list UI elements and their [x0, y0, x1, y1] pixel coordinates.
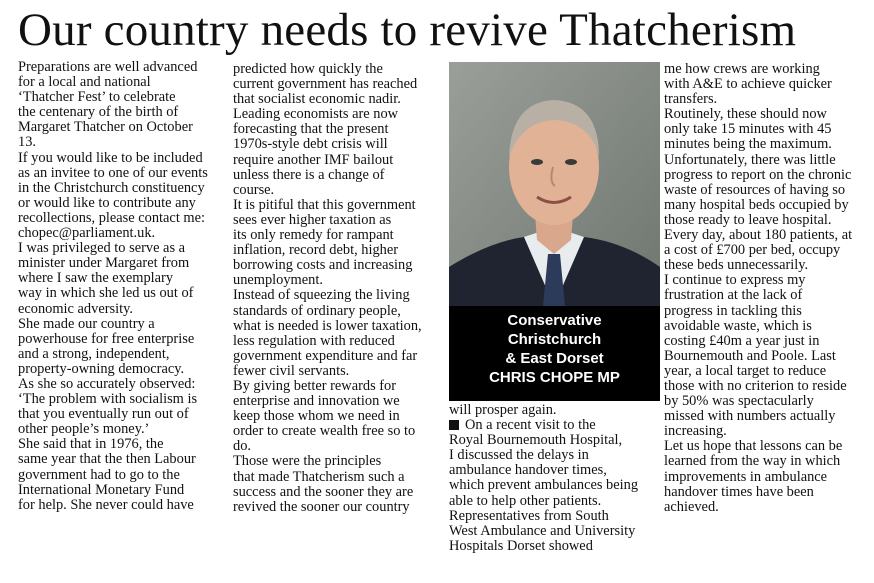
text-line: West Ambulance and University [449, 522, 636, 539]
text-line: She said that in 1976, the [18, 436, 164, 453]
text-line: minutes being the maximum. [664, 136, 832, 153]
text-line: It is pitiful that this government [233, 196, 416, 213]
text-line: forecasting that the present [233, 121, 389, 138]
text-line: I continue to express my [664, 272, 806, 289]
text-line: unemployment. [233, 272, 323, 289]
text-line: minister under Margaret from [18, 255, 190, 272]
text-line: improvements in ambulance [664, 468, 828, 485]
text-line: 1970s-style debt crisis will [233, 136, 388, 153]
text-line: other people’s money.’ [18, 421, 150, 438]
caption-constituency-1: Christchurch [507, 331, 602, 348]
text-line: waste of resources of having so [664, 181, 846, 198]
text-line: me how crews are working [664, 61, 820, 77]
text-line: chopec@parliament.uk. [18, 225, 156, 242]
text-line: keep those whom we need in [233, 408, 400, 425]
text-line: Royal Bournemouth Hospital, [449, 432, 623, 449]
text-line: increasing. [664, 423, 727, 440]
article-column-3 [449, 403, 664, 554]
text-line: Routinely, these should now [664, 106, 827, 123]
text-line: course. [233, 181, 275, 198]
text-line: unless there is a change of [233, 166, 385, 183]
text-line: the centenary of the birth of [18, 104, 179, 121]
text-line: recollections, please contact me: [18, 209, 205, 226]
square-bullet-icon [449, 420, 459, 430]
text-line: learned from the way in which [664, 453, 841, 470]
text-line: require another IMF bailout [233, 151, 394, 168]
text-line: government had to go to the [18, 466, 180, 483]
text-line-content: On a recent visit to the [465, 417, 596, 434]
text-line: by 50% was spectacularly [664, 393, 814, 410]
text-line: predicted how quickly the [233, 61, 383, 77]
text-line: order to create wealth free so to [233, 423, 416, 440]
text-line: progress in tackling this [664, 302, 802, 319]
author-photo [449, 62, 660, 306]
caption-constituency-2: & East Dorset [505, 350, 604, 367]
text-line: these beds unnecessarily. [664, 257, 809, 274]
text-line: its only remedy for rampant [233, 227, 394, 244]
text-line: will prosper again. [449, 402, 557, 418]
text-line: that made Thatcherism such a [233, 468, 405, 485]
article-column-2 [233, 62, 443, 515]
text-line: in the Christchurch constituency [18, 179, 205, 196]
author-caption [449, 306, 660, 401]
text-line: property-owning democracy. [18, 360, 185, 377]
text-line: transfers. [664, 91, 718, 108]
text-line: Unfortunately, there was little [664, 151, 836, 168]
text-line: costing £40m a year just in [664, 332, 820, 349]
text-line: revived the sooner our country [233, 498, 410, 515]
article-column-1 [18, 60, 228, 513]
text-line: government expenditure and far [233, 347, 418, 364]
text-line: She made our country a [18, 315, 155, 332]
text-line: ambulance handover times, [449, 462, 607, 479]
text-line: ‘Thatcher Fest’ to celebrate [18, 89, 176, 106]
text-line: handover times have been [664, 483, 814, 500]
headline: Our country needs to revive Thatcherism [18, 4, 797, 56]
text-line: Those were the principles [233, 453, 382, 470]
text-line: success and the sooner they are [233, 483, 414, 500]
text-line: As she so accurately observed: [18, 375, 196, 392]
text-line: 13. [18, 134, 36, 151]
text-line: what is needed is lower taxation, [233, 317, 422, 334]
caption-party: Conservative [507, 312, 602, 329]
text-line: I was privileged to serve as a [18, 240, 186, 257]
text-line: If you would like to be included [18, 149, 203, 166]
text-line: frustration at the lack of [664, 287, 803, 304]
text-line [449, 418, 664, 433]
text-line: sees ever higher taxation as [233, 211, 392, 228]
text-line: those ready to leave hospital. [664, 211, 832, 228]
text-line: where I saw the exemplary [18, 270, 174, 287]
text-line: do. [233, 438, 251, 455]
text-line: Every day, about 180 patients, at [664, 227, 853, 244]
text-line: able to help other patients. [449, 492, 602, 509]
text-line: Let us hope that lessons can be [664, 438, 843, 455]
text-line: as an invitee to one of our events [18, 164, 208, 181]
caption-author: CHRIS CHOPE MP [489, 369, 620, 386]
author-portrait-image [449, 62, 660, 306]
text-line: fewer civil servants. [233, 362, 350, 379]
text-line: standards of ordinary people, [233, 302, 401, 319]
text-line: current government has reached [233, 76, 418, 93]
text-line: International Monetary Fund [18, 481, 185, 498]
text-line: ‘The problem with socialism is [18, 391, 198, 408]
text-line: By giving better rewards for [233, 377, 397, 394]
text-line: which prevent ambulances being [449, 477, 639, 494]
text-line: Preparations are well advanced [18, 59, 198, 75]
text-line: that socialist economic nadir. [233, 91, 401, 108]
text-line: borrowing costs and increasing [233, 257, 413, 274]
text-line: way in which she led us out of [18, 285, 194, 302]
text-line: with A&E to achieve quicker [664, 76, 832, 93]
text-line: enterprise and innovation we [233, 393, 400, 410]
text-line: same year that the then Labour [18, 451, 196, 468]
text-line: for help. She never could have [18, 496, 194, 513]
text-line: Instead of squeezing the living [233, 287, 410, 304]
text-line: Leading economists are now [233, 106, 399, 123]
text-line: achieved. [664, 498, 719, 515]
text-line: Bournemouth and Poole. Last [664, 347, 836, 364]
text-line: many hospital beds occupied by [664, 196, 849, 213]
text-line: economic adversity. [18, 300, 133, 317]
text-line: Margaret Thatcher on October [18, 119, 193, 136]
text-line: inflation, record debt, higher [233, 242, 399, 259]
text-line: a cost of £700 per bed, occupy [664, 242, 841, 259]
text-line: less regulation with reduced [233, 332, 395, 349]
text-line: avoidable waste, which is [664, 317, 812, 334]
text-line: Representatives from South [449, 507, 609, 524]
text-line: progress to report on the chronic [664, 166, 852, 183]
text-line: only take 15 minutes with 45 [664, 121, 832, 138]
text-line: and a strong, independent, [18, 345, 170, 362]
text-line: I discussed the delays in [449, 447, 589, 464]
text-line: that you eventually run out of [18, 406, 189, 423]
text-line: powerhouse for free enterprise [18, 330, 195, 347]
text-line: for a local and national [18, 74, 151, 91]
text-line: year, a local target to reduce [664, 362, 827, 379]
text-line: Hospitals Dorset showed [449, 537, 593, 554]
text-line: those with no criterion to reside [664, 377, 847, 394]
text-line: or would like to contribute any [18, 194, 196, 211]
article-column-4 [664, 62, 869, 515]
text-line: missed with numbers actually [664, 408, 836, 425]
